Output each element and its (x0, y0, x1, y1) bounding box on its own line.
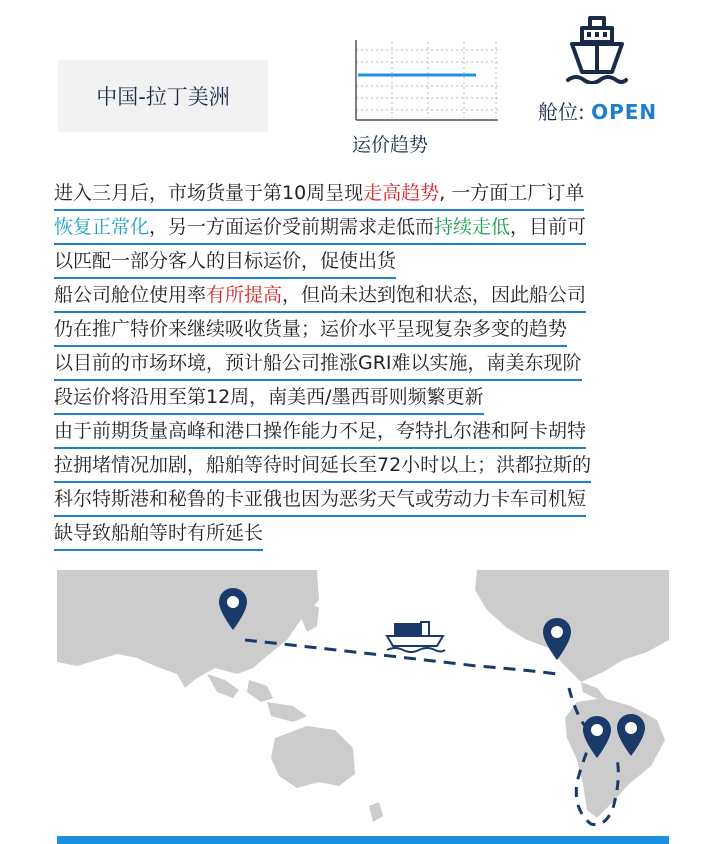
paragraph-2-line-1: 船公司舱位使用率有所提高，但尚未达到饱和状态，因此船公司 (54, 280, 664, 314)
space-status (538, 96, 657, 125)
market-commentary (54, 178, 664, 552)
chart-grid (356, 42, 498, 118)
paragraph-3-line-2: 段运价将沿用至第12周，南美西/墨西哥则频繁更新 (54, 382, 664, 416)
route-title: 中国-拉丁美洲 (58, 60, 268, 132)
paragraph-1-line-3: 以匹配一部分客人的目标运价，促使出货 (54, 246, 664, 280)
paragraph-3-line-1: 以目前的市场环境，预计船公司推涨GRI难以实施，南美东现阶 (54, 348, 664, 382)
bottom-accent-bar (57, 836, 669, 844)
paragraph-4-line-3: 科尔特斯港和秘鲁的卡亚俄也因为恶劣天气或劳动力卡车司机短 (54, 484, 664, 518)
rate-trend-chart (352, 40, 498, 122)
cargo-ship-icon (387, 622, 445, 652)
paragraph-4-line-2: 拉拥堵情况加剧，船舶等待时间延长至72小时以上；洪都拉斯的 (54, 450, 664, 484)
paragraph-1-line-1: 进入三月后，市场货量于第10周呈现走高趋势, 一方面工厂订单 (54, 178, 664, 212)
space-label-text: 舱位: (538, 100, 592, 124)
ship-icon (566, 14, 628, 84)
map-landmass (57, 570, 669, 822)
paragraph-1-line-2: 恢复正常化，另一方面运价受前期需求走低而持续走低，目前可 (54, 212, 664, 246)
paragraph-2-line-2: 仍在推广特价来继续吸收货量；运价水平呈现复杂多变的趋势 (54, 314, 664, 348)
space-open-badge: OPEN (591, 100, 658, 124)
paragraph-4-line-1: 由于前期货量高峰和港口操作能力不足，夸特扎尔港和阿卡胡特 (54, 416, 664, 450)
route-map (57, 570, 669, 834)
paragraph-4-line-4: 缺导致船舶等时有所延长 (54, 518, 664, 552)
trend-label: 运价趋势 (352, 134, 429, 156)
